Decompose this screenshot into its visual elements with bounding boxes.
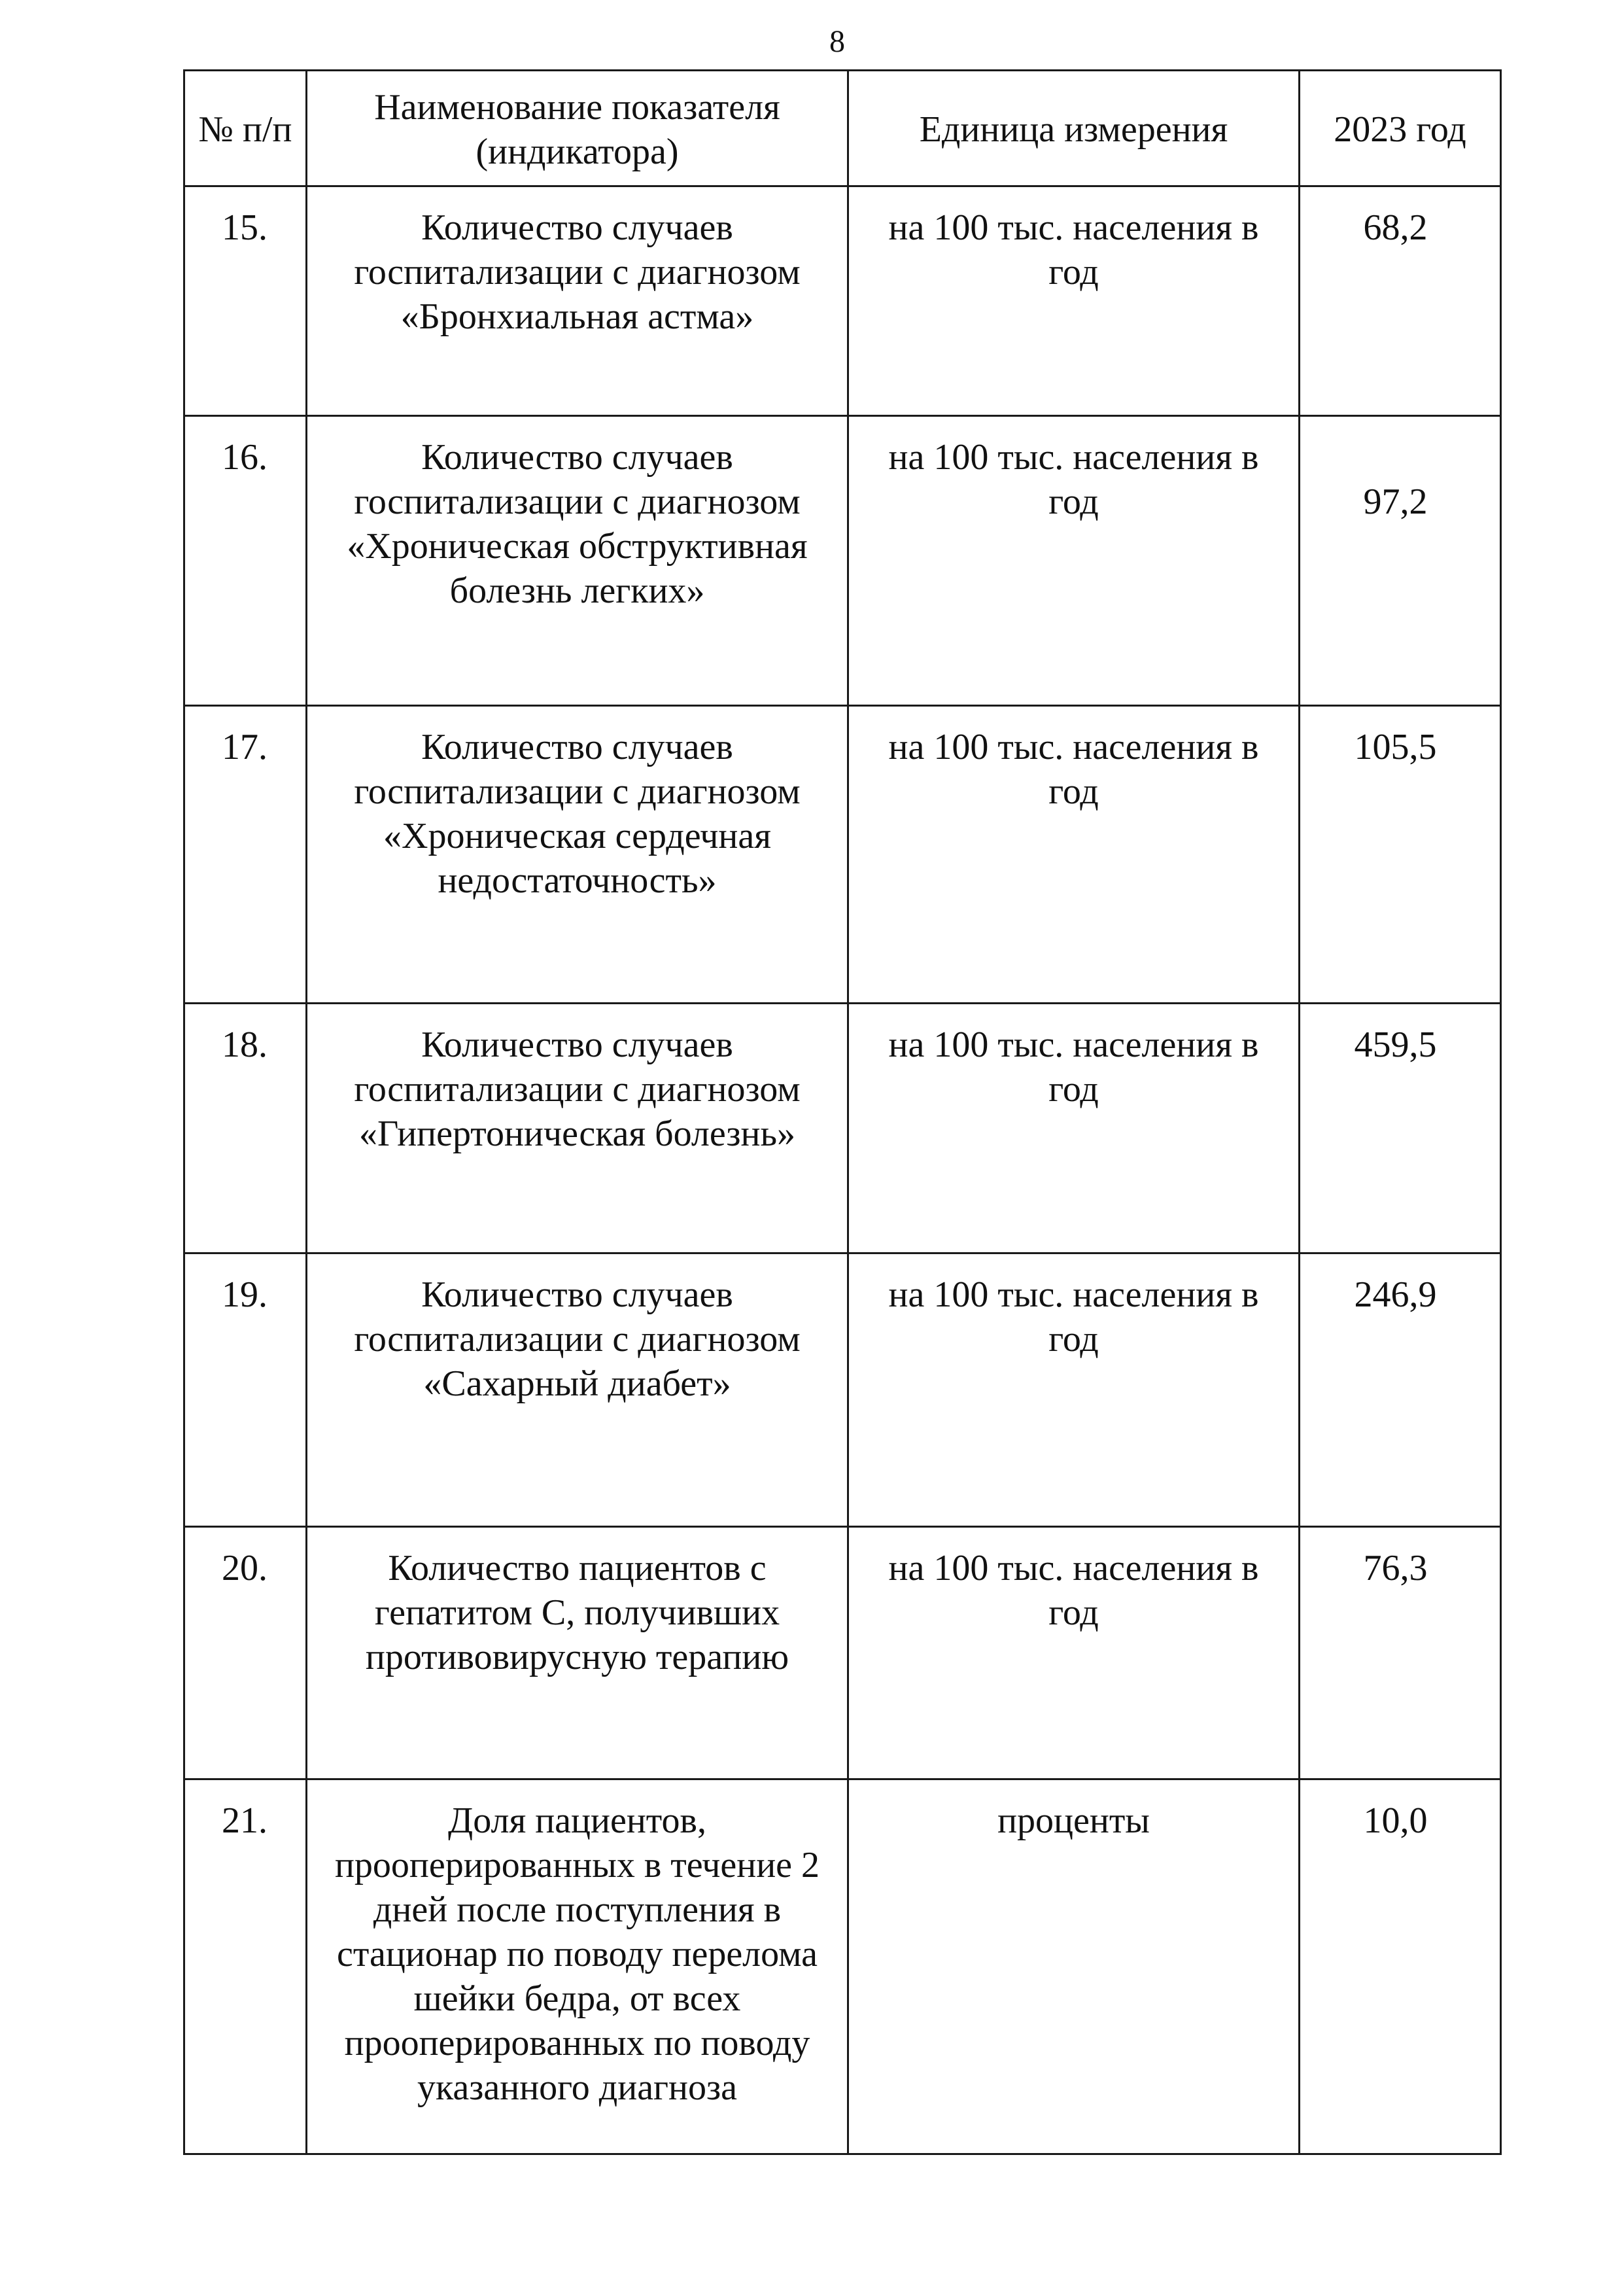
row-number: 16. [184, 416, 307, 706]
unit-cell: на 100 тыс. населения в год [848, 1004, 1300, 1253]
indicator-name: Количество случаев госпитализации с диагнозом «Хроническая сердечная недостаточность» [307, 706, 848, 1004]
row-number: 15. [184, 186, 307, 416]
unit-cell: на 100 тыс. населения в год [848, 416, 1300, 706]
header-unit: Единица измерения [848, 71, 1300, 186]
value-text: 459,5 [1354, 1025, 1437, 1065]
unit-cell: на 100 тыс. населения в год [848, 1253, 1300, 1527]
value-text: 246,9 [1354, 1274, 1437, 1315]
value-2023 [1300, 1779, 1501, 2154]
value-text: 10,0 [1363, 1800, 1428, 1841]
value-2023 [1300, 416, 1501, 706]
table-row [184, 1253, 1501, 1527]
indicator-name: Количество пациентов с гепатитом С, получивших противовирусную терапию [307, 1527, 848, 1779]
value-2023 [1300, 1253, 1501, 1527]
table-row [184, 416, 1501, 706]
row-number: 17. [184, 706, 307, 1004]
value-text: 68,2 [1363, 207, 1428, 248]
table-row [184, 1779, 1501, 2154]
indicators-table [183, 69, 1502, 2155]
header-indicator-name: Наименование показателя (индикатора) [307, 71, 848, 186]
value-text: 97,2 [1363, 482, 1428, 522]
indicator-name: Количество случаев госпитализации с диагнозом «Бронхиальная астма» [307, 186, 848, 416]
unit-cell: на 100 тыс. населения в год [848, 1527, 1300, 1779]
indicator-name: Количество случаев госпитализации с диагнозом «Гипертоническая болезнь» [307, 1004, 848, 1253]
table-header-row [184, 71, 1501, 186]
row-number: 18. [184, 1004, 307, 1253]
table-row [184, 186, 1501, 416]
indicator-name: Доля пациентов, прооперированных в течение 2 дней после поступления в стационар по поводу перелома шейки бедра, от всех прооперированных по поводу указанного диагноза [307, 1779, 848, 2154]
page-number: 8 [829, 24, 845, 59]
table-row [184, 1004, 1501, 1253]
unit-cell: на 100 тыс. населения в год [848, 186, 1300, 416]
unit-cell: на 100 тыс. населения в год [848, 706, 1300, 1004]
table-row [184, 706, 1501, 1004]
indicator-name: Количество случаев госпитализации с диагнозом «Сахарный диабет» [307, 1253, 848, 1527]
value-2023 [1300, 186, 1501, 416]
value-text: 105,5 [1354, 727, 1437, 767]
indicator-name: Количество случаев госпитализации с диагнозом «Хроническая обструктивная болезнь легких» [307, 416, 848, 706]
header-number: № п/п [184, 71, 307, 186]
row-number: 19. [184, 1253, 307, 1527]
header-year-2023: 2023 год [1300, 71, 1501, 186]
row-number: 21. [184, 1779, 307, 2154]
row-number: 20. [184, 1527, 307, 1779]
unit-cell: проценты [848, 1779, 1300, 2154]
value-2023 [1300, 706, 1501, 1004]
table-row [184, 1527, 1501, 1779]
value-text: 76,3 [1363, 1548, 1428, 1588]
value-2023 [1300, 1527, 1501, 1779]
value-2023 [1300, 1004, 1501, 1253]
